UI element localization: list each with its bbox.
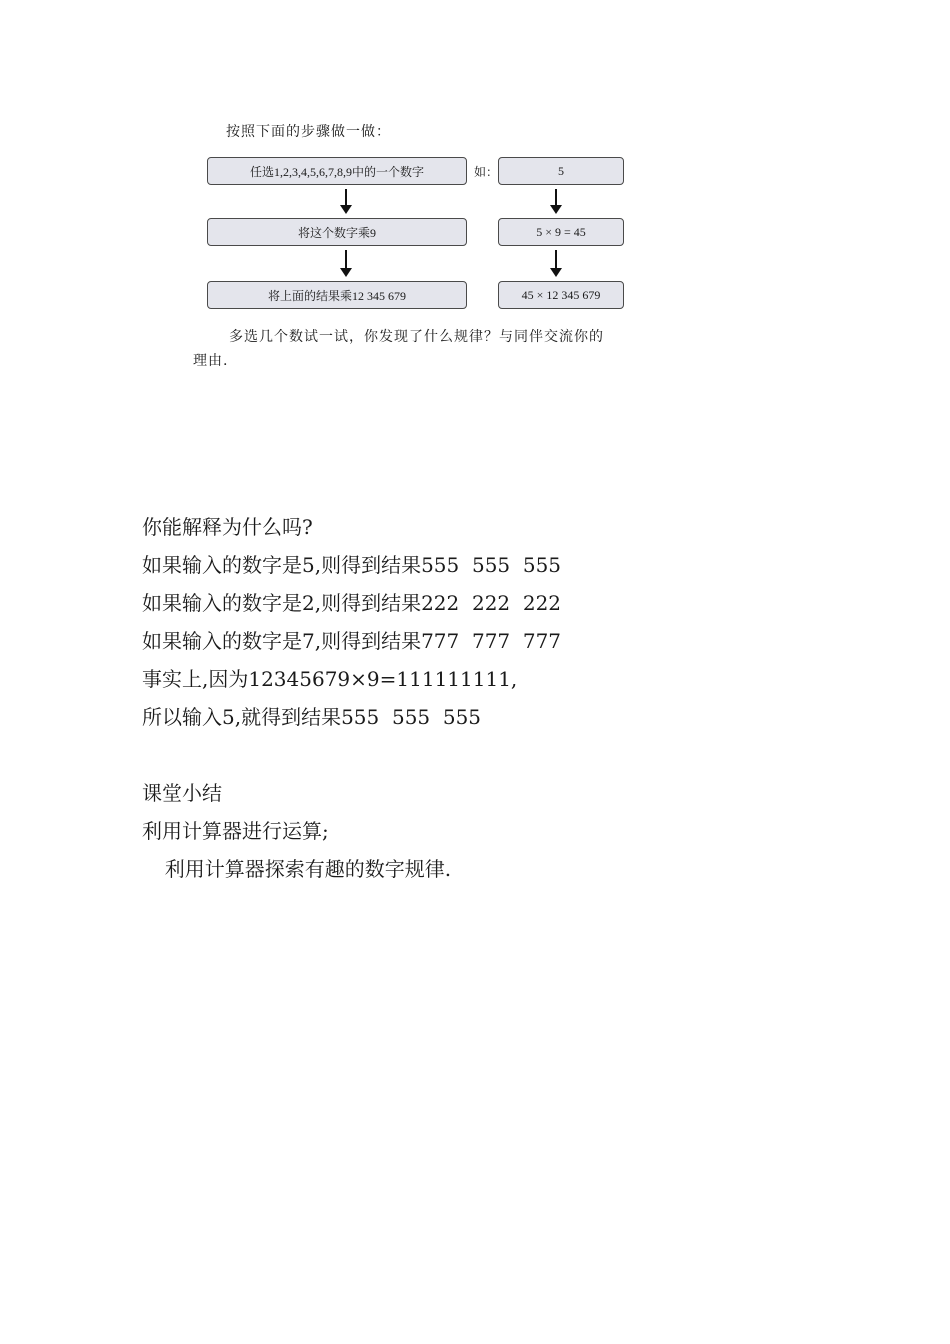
flowchart-figure — [0, 0, 950, 400]
example-box-3: 45 × 12 345 679 — [498, 281, 624, 309]
down-arrow-icon — [550, 189, 562, 214]
result-line-2: 如果输入的数字是2,则得到结果222 222 222 — [142, 591, 562, 615]
summary-item-1: 利用计算器进行运算; — [142, 819, 329, 843]
step-box-2: 将这个数字乘9 — [207, 218, 467, 246]
conclusion-line: 所以输入5,就得到结果555 555 555 — [142, 705, 482, 729]
explain-question: 你能解释为什么吗? — [142, 515, 313, 539]
example-box-2: 5 × 9 = 45 — [498, 218, 624, 246]
figure-question-line1: 多选几个数试一试，你发现了什么规律？与同伴交流你的 — [229, 329, 604, 345]
step-box-3: 将上面的结果乘12 345 679 — [207, 281, 467, 309]
fact-line: 事实上,因为12345679×9=111111111, — [142, 667, 518, 691]
result-line-5: 如果输入的数字是5,则得到结果555 555 555 — [142, 553, 562, 577]
step-box-1: 任选1,2,3,4,5,6,7,8,9中的一个数字 — [207, 157, 467, 185]
down-arrow-icon — [340, 250, 352, 277]
summary-item-2: 利用计算器探索有趣的数字规律. — [152, 857, 452, 881]
down-arrow-icon — [340, 189, 352, 214]
result-line-7: 如果输入的数字是7,则得到结果777 777 777 — [142, 629, 562, 653]
example-box-1: 5 — [498, 157, 624, 185]
summary-title: 课堂小结 — [142, 781, 222, 805]
down-arrow-icon — [550, 250, 562, 277]
example-label: 如： — [474, 165, 499, 179]
figure-intro: 按照下面的步骤做一做： — [226, 124, 391, 140]
figure-question-line2: 理由. — [193, 353, 229, 369]
